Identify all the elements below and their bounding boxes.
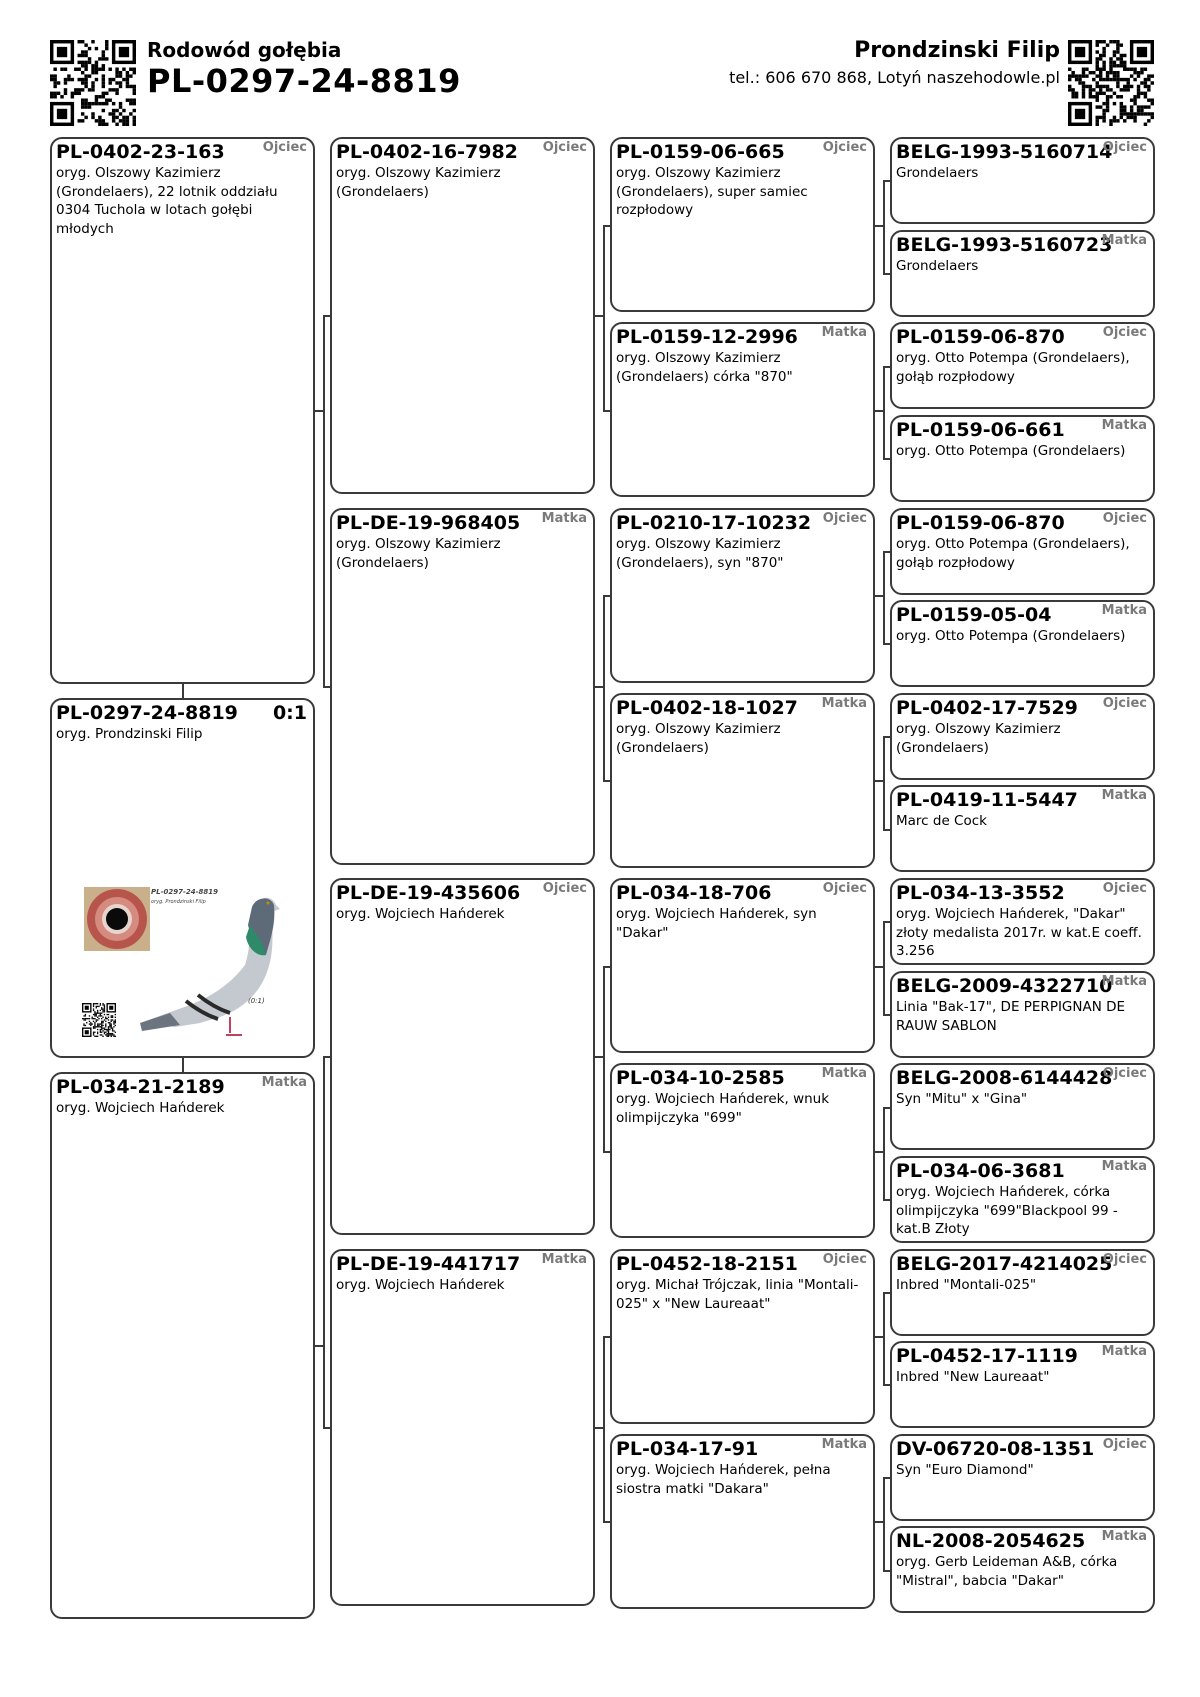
pedigree-card-gg-grandparent bbox=[890, 693, 1155, 780]
connector-line bbox=[603, 595, 610, 597]
connector-line bbox=[875, 966, 883, 968]
pedigree-card-gg-grandparent bbox=[890, 1341, 1155, 1428]
description: oryg. Otto Potempa (Grondelaers) bbox=[896, 628, 1126, 644]
ring-number: PL-0159-06-870 bbox=[896, 512, 1065, 534]
description: Inbred "Montali-025" bbox=[896, 1277, 1037, 1293]
description: Syn "Euro Diamond" bbox=[896, 1462, 1034, 1478]
role-label: Matka bbox=[1101, 1344, 1147, 1359]
page-title: PL-0297-24-8819 bbox=[147, 62, 461, 100]
connector-line bbox=[883, 366, 885, 461]
ring-number: PL-0419-11-5447 bbox=[896, 789, 1078, 811]
ring-number: PL-0402-18-1027 bbox=[616, 697, 798, 719]
ring-number: PL-0159-06-661 bbox=[896, 419, 1065, 441]
role-label: Ojciec bbox=[542, 140, 587, 155]
connector-line bbox=[875, 225, 883, 227]
ring-number: PL-0210-17-10232 bbox=[616, 512, 812, 534]
ring-number: PL-DE-19-968405 bbox=[336, 512, 521, 534]
connector-line bbox=[875, 595, 883, 597]
connector-line bbox=[875, 410, 883, 412]
connector-line bbox=[883, 1384, 890, 1386]
description: Inbred "New Laureaat" bbox=[896, 1369, 1050, 1385]
connector-line bbox=[883, 736, 885, 831]
pedigree-card-gg-grandparent bbox=[890, 230, 1155, 317]
connector-line bbox=[883, 180, 885, 275]
connector-line bbox=[883, 1292, 885, 1387]
ring-number: NL-2008-2054625 bbox=[896, 1530, 1086, 1552]
pedigree-card-grandparent bbox=[330, 137, 595, 494]
description: oryg. Prondzinski Filip bbox=[56, 726, 203, 742]
description: oryg. Olszowy Kazimierz (Grondelaers), syn "870" bbox=[616, 536, 784, 571]
connector-line bbox=[883, 1107, 890, 1109]
ring-number: PL-DE-19-435606 bbox=[336, 882, 521, 904]
ring-number: PL-0159-12-2996 bbox=[616, 326, 798, 348]
connector-line bbox=[603, 780, 610, 782]
description: Grondelaers bbox=[896, 165, 979, 181]
connector-line bbox=[875, 1336, 883, 1338]
description: Marc de Cock bbox=[896, 813, 987, 829]
connector-line bbox=[603, 410, 610, 412]
connector-line bbox=[883, 551, 885, 646]
role-label: Matka bbox=[1101, 1529, 1147, 1544]
role-label: Matka bbox=[1101, 233, 1147, 248]
role-label: Ojciec bbox=[1102, 511, 1147, 526]
connector-line bbox=[883, 829, 890, 831]
connector-line bbox=[883, 1107, 885, 1202]
pedigree-card-great-grandparent bbox=[610, 878, 875, 1053]
connector-line bbox=[603, 595, 605, 782]
description: oryg. Wojciech Hańderek bbox=[336, 906, 505, 922]
pedigree-card-great-grandparent bbox=[610, 508, 875, 683]
connector-line bbox=[603, 225, 610, 227]
description: oryg. Olszowy Kazimierz (Grondelaers) bbox=[616, 721, 781, 756]
connector-line bbox=[883, 1477, 885, 1572]
ring-number: PL-0402-17-7529 bbox=[896, 697, 1078, 719]
photo-ring: PL-0297-24-8819 bbox=[151, 888, 219, 896]
qr-code-icon bbox=[1068, 40, 1154, 126]
qr-code-icon bbox=[50, 40, 136, 126]
ring-number: PL-0159-06-870 bbox=[896, 326, 1065, 348]
pedigree-card-gg-grandparent bbox=[890, 600, 1155, 687]
description: oryg. Wojciech Hańderek bbox=[336, 1277, 505, 1293]
connector-line bbox=[595, 1056, 603, 1058]
description: oryg. Wojciech Hańderek, pełna siostra matki "Dakara" bbox=[616, 1462, 831, 1497]
role-label: Matka bbox=[821, 325, 867, 340]
pedigree-card-gg-grandparent bbox=[890, 137, 1155, 224]
document-subtitle: Rodowód gołębia bbox=[147, 38, 342, 62]
description: oryg. Olszowy Kazimierz (Grondelaers), 22 lotnik oddziału 0304 Tuchola w lotach gołębi młodych bbox=[56, 165, 278, 237]
connector-line bbox=[883, 366, 890, 368]
connector-line bbox=[595, 1427, 603, 1429]
ring-number: PL-DE-19-441717 bbox=[336, 1253, 521, 1275]
role-label: Ojciec bbox=[822, 881, 867, 896]
connector-line bbox=[603, 966, 605, 1153]
connector-line bbox=[595, 686, 603, 688]
eye-pupil bbox=[106, 908, 128, 930]
role-label: Ojciec bbox=[1102, 1066, 1147, 1081]
connector-line bbox=[315, 410, 323, 412]
role-label: Ojciec bbox=[262, 140, 307, 155]
role-label: Ojciec bbox=[1102, 325, 1147, 340]
pigeon-leg bbox=[226, 1017, 242, 1035]
description: oryg. Olszowy Kazimierz (Grondelaers) bbox=[336, 165, 501, 200]
role-label: Ojciec bbox=[1102, 1437, 1147, 1452]
description: oryg. Olszowy Kazimierz (Grondelaers) córka "870" bbox=[616, 350, 793, 385]
ring-number: PL-0402-16-7982 bbox=[336, 141, 518, 163]
pedigree-card-grandparent bbox=[330, 508, 595, 865]
role-label: Ojciec bbox=[822, 140, 867, 155]
connector-line bbox=[875, 1521, 883, 1523]
connector-line bbox=[883, 1199, 890, 1201]
pedigree-card-gg-grandparent bbox=[890, 415, 1155, 502]
role-label: Ojciec bbox=[822, 511, 867, 526]
connector-line bbox=[883, 180, 890, 182]
ring-number: BELG-1993-5160714 bbox=[896, 141, 1113, 163]
connector-line bbox=[323, 1056, 330, 1058]
owner-contact: tel.: 606 670 868, Lotyń naszehodowle.pl bbox=[729, 68, 1060, 87]
connector-line bbox=[323, 315, 330, 317]
ring-number: PL-0159-06-665 bbox=[616, 141, 785, 163]
pedigree-card-father bbox=[50, 137, 315, 684]
connector-line bbox=[603, 1336, 610, 1338]
pigeon-photo bbox=[80, 885, 285, 1040]
pedigree-card-great-grandparent bbox=[610, 137, 875, 312]
connector-line bbox=[883, 921, 890, 923]
connector-line bbox=[883, 643, 890, 645]
pedigree-code: 0:1 bbox=[272, 702, 307, 724]
ring-number: PL-034-18-706 bbox=[616, 882, 772, 904]
pedigree-card-gg-grandparent bbox=[890, 1434, 1155, 1521]
role-label: Ojciec bbox=[1102, 140, 1147, 155]
pedigree-card-grandparent bbox=[330, 878, 595, 1235]
description: Linia "Bak-17", DE PERPIGNAN DE RAUW SABLON bbox=[896, 999, 1126, 1034]
connector-line bbox=[603, 966, 610, 968]
ring-number: PL-0402-23-163 bbox=[56, 141, 225, 163]
photo-owner: oryg. Prondzinski Filip bbox=[151, 899, 206, 905]
connector-line bbox=[883, 1014, 890, 1016]
pedigree-card-gg-grandparent bbox=[890, 1156, 1155, 1243]
connector-line bbox=[883, 551, 890, 553]
ring-number: BELG-2017-4214025 bbox=[896, 1253, 1113, 1275]
ring-number: BELG-2008-6144428 bbox=[896, 1067, 1113, 1089]
pedigree-card-grandparent bbox=[330, 1249, 595, 1606]
description: oryg. Otto Potempa (Grondelaers) bbox=[896, 443, 1126, 459]
pedigree-card-great-grandparent bbox=[610, 1249, 875, 1424]
description: oryg. Wojciech Hańderek, syn "Dakar" bbox=[616, 906, 817, 941]
connector-line bbox=[875, 1151, 883, 1153]
ring-number: PL-0452-17-1119 bbox=[896, 1345, 1078, 1367]
description: oryg. Michał Trójczak, linia "Montali-025" x "New Laureaat" bbox=[616, 1277, 859, 1312]
pedigree-card-gg-grandparent bbox=[890, 878, 1155, 965]
connector-line bbox=[323, 315, 325, 688]
role-label: Matka bbox=[1101, 603, 1147, 618]
pedigree-card-gg-grandparent bbox=[890, 785, 1155, 872]
role-label: Matka bbox=[541, 511, 587, 526]
connector-line bbox=[883, 1570, 890, 1572]
ring-number: PL-034-13-3552 bbox=[896, 882, 1065, 904]
role-label: Matka bbox=[1101, 418, 1147, 433]
description: oryg. Olszowy Kazimierz (Grondelaers) bbox=[336, 536, 501, 571]
pedigree-card-gg-grandparent bbox=[890, 322, 1155, 409]
pedigree-card-mother bbox=[50, 1072, 315, 1619]
role-label: Ojciec bbox=[542, 881, 587, 896]
ring-number: BELG-2009-4322710 bbox=[896, 975, 1113, 997]
connector-line bbox=[883, 1477, 890, 1479]
connector-line bbox=[323, 1427, 330, 1429]
connector-line bbox=[603, 225, 605, 412]
photo-code: (0:1) bbox=[248, 997, 265, 1005]
description: oryg. Otto Potempa (Grondelaers), gołąb rozpłodowy bbox=[896, 536, 1130, 571]
description: oryg. Gerb Leideman A&B, córka "Mistral", babcia "Dakar" bbox=[896, 1554, 1118, 1589]
connector-line bbox=[182, 684, 184, 698]
pedigree-card-great-grandparent bbox=[610, 1063, 875, 1238]
pedigree-card-great-grandparent bbox=[610, 322, 875, 497]
description: oryg. Wojciech Hańderek, "Dakar" złoty medalista 2017r. w kat.E coeff. 3.256 bbox=[896, 906, 1142, 959]
connector-line bbox=[182, 1058, 184, 1072]
connector-line bbox=[883, 921, 885, 1016]
role-label: Ojciec bbox=[822, 1252, 867, 1267]
role-label: Ojciec bbox=[1102, 696, 1147, 711]
connector-line bbox=[323, 686, 330, 688]
connector-line bbox=[883, 736, 890, 738]
role-label: Matka bbox=[541, 1252, 587, 1267]
pedigree-card-gg-grandparent bbox=[890, 508, 1155, 595]
connector-line bbox=[603, 1336, 605, 1523]
connector-line bbox=[875, 780, 883, 782]
description: oryg. Wojciech Hańderek, córka olimpijczyka "699"Blackpool 99 - kat.B Złoty bbox=[896, 1184, 1118, 1237]
connector-line bbox=[603, 1151, 610, 1153]
connector-line bbox=[323, 1056, 325, 1429]
connector-line bbox=[603, 1521, 610, 1523]
ring-number: PL-034-06-3681 bbox=[896, 1160, 1065, 1182]
pigeon-eye bbox=[267, 902, 270, 905]
pedigree-card-gg-grandparent bbox=[890, 1063, 1155, 1150]
ring-number: PL-034-17-91 bbox=[616, 1438, 759, 1460]
ring-number: BELG-1993-5160723 bbox=[896, 234, 1113, 256]
description: Grondelaers bbox=[896, 258, 979, 274]
role-label: Matka bbox=[1101, 974, 1147, 989]
pedigree-card-gg-grandparent bbox=[890, 1249, 1155, 1336]
connector-line bbox=[883, 1292, 890, 1294]
pedigree-card-great-grandparent bbox=[610, 1434, 875, 1609]
pedigree-card-gg-grandparent bbox=[890, 1526, 1155, 1613]
ring-number: PL-034-10-2585 bbox=[616, 1067, 785, 1089]
connector-line bbox=[595, 315, 603, 317]
ring-number: PL-034-21-2189 bbox=[56, 1076, 225, 1098]
role-label: Matka bbox=[1101, 1159, 1147, 1174]
description: oryg. Wojciech Hańderek, wnuk olimpijczyka "699" bbox=[616, 1091, 830, 1126]
owner-name: Prondzinski Filip bbox=[854, 38, 1060, 63]
connector-line bbox=[883, 458, 890, 460]
description: Syn "Mitu" x "Gina" bbox=[896, 1091, 1028, 1107]
connector-line bbox=[883, 273, 890, 275]
role-label: Ojciec bbox=[1102, 881, 1147, 896]
ring-number: PL-0159-05-04 bbox=[896, 604, 1052, 626]
role-label: Ojciec bbox=[1102, 1252, 1147, 1267]
description: oryg. Wojciech Hańderek bbox=[56, 1100, 225, 1116]
description: oryg. Olszowy Kazimierz (Grondelaers), super samiec rozpłodowy bbox=[616, 165, 808, 218]
pedigree-card-great-grandparent bbox=[610, 693, 875, 868]
role-label: Matka bbox=[261, 1075, 307, 1090]
role-label: Matka bbox=[821, 696, 867, 711]
role-label: Matka bbox=[821, 1066, 867, 1081]
ring-number: PL-0452-18-2151 bbox=[616, 1253, 798, 1275]
ring-number: DV-06720-08-1351 bbox=[896, 1438, 1095, 1460]
description: oryg. Otto Potempa (Grondelaers), gołąb rozpłodowy bbox=[896, 350, 1130, 385]
qr-code-icon bbox=[82, 1003, 116, 1037]
connector-line bbox=[315, 1345, 323, 1347]
pedigree-card-gg-grandparent bbox=[890, 971, 1155, 1058]
ring-number: PL-0297-24-8819 bbox=[56, 702, 238, 724]
role-label: Matka bbox=[821, 1437, 867, 1452]
description: oryg. Olszowy Kazimierz (Grondelaers) bbox=[896, 721, 1061, 756]
role-label: Matka bbox=[1101, 788, 1147, 803]
